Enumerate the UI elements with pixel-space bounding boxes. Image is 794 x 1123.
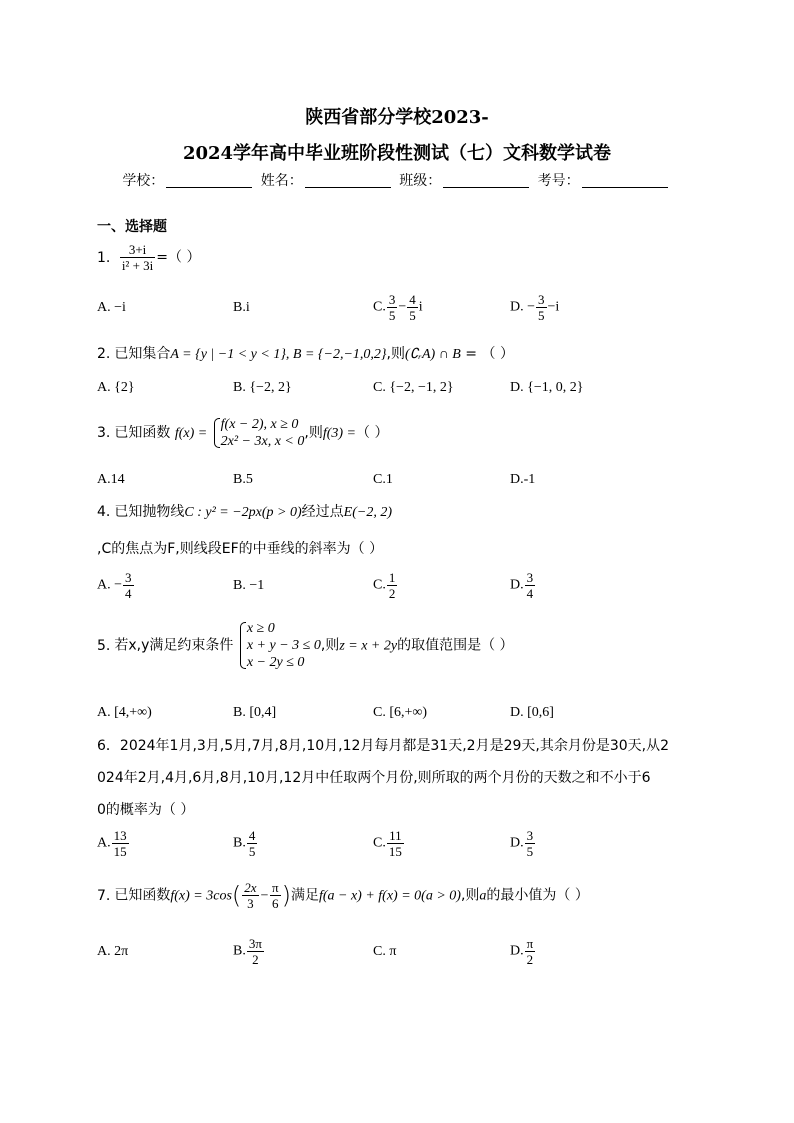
q5-option-c[interactable]: C. [6,+∞) bbox=[373, 705, 428, 720]
question-1 bbox=[97, 242, 200, 273]
question-7: 7. 已知函数f(x) = 3cos( $\frac{2x}{3}$ − $\frac{\pi}{6}$ )满足f(a − x) + f(x) = 0(a > 0),则a的最小值为（ ） bbox=[97, 880, 589, 911]
q4-option-c[interactable]: C. $\frac{1}{2}$ bbox=[373, 570, 396, 601]
q4-option-b[interactable]: B. −1 bbox=[233, 578, 265, 593]
question-2: 2. 已知集合A = {y | −1 < y < 1}, B = {−2,−1,0,2},则(∁ᵣA) ∩ B = （ ） bbox=[97, 346, 514, 362]
q7-option-d[interactable]: D. $\frac{\pi}{2}$ bbox=[510, 936, 534, 967]
q5-constraints: x ≥ 0 x + y − 3 ≤ 0 x − 2y ≤ 0 bbox=[238, 620, 321, 671]
exam-title-line2: 2024学年高中毕业班阶段性测试（七）文科数学试卷 bbox=[182, 143, 612, 164]
q1-option-c[interactable]: C. $\frac{3}{5}$ − $\frac{4}{5}$ i bbox=[373, 292, 423, 323]
q1-stem: =（ ） bbox=[156, 249, 201, 266]
q3-piecewise: f(x − 2), x ≥ 0 2x² − 3x, x < 0 bbox=[212, 416, 305, 450]
q1-option-a[interactable]: A. −i bbox=[97, 300, 126, 315]
q6-option-b[interactable]: B. $\frac{4}{5}$ bbox=[233, 828, 256, 859]
q4-option-a[interactable]: A. − $\frac{3}{4}$ bbox=[97, 570, 132, 601]
student-info-row bbox=[0, 170, 794, 190]
q1-option-d[interactable]: D. − $\frac{3}{5}$ −i bbox=[510, 292, 560, 323]
q5-option-d[interactable]: D. [0,6] bbox=[510, 705, 554, 720]
q7-option-a[interactable]: A. 2π bbox=[97, 944, 129, 959]
exam-number-label: 考号： bbox=[537, 173, 580, 189]
question-6: 6．2024年1月,3月,5月,7月,8月,10月,12月每月都是31天,2月是29天,其余月份是30天,从2 024年2月,4月,6月,8月,10月,12月中任取两个月份,则所取的两个月份的天数之和不小于6 0的概率为（ ） bbox=[97, 738, 670, 818]
q5-option-b[interactable]: B. [0,4] bbox=[233, 705, 277, 720]
q3-option-b[interactable]: B.5 bbox=[233, 472, 253, 487]
question-5: 5. 若x,y满足约束条件 x ≥ 0 x + y − 3 ≤ 0 x − 2y ≤ 0 ,则z = x + 2y的取值范围是（ ） bbox=[97, 621, 514, 670]
name-blank[interactable] bbox=[305, 173, 391, 188]
class-label: 班级： bbox=[399, 173, 442, 189]
q2-option-c[interactable]: C. {−2, −1, 2} bbox=[373, 380, 454, 395]
q3-option-a[interactable]: A.14 bbox=[97, 472, 125, 487]
q2-option-b[interactable]: B. {−2, 2} bbox=[233, 380, 292, 395]
school-blank[interactable] bbox=[166, 173, 252, 188]
exam-number-blank[interactable] bbox=[582, 173, 668, 188]
question-3: 3. 已知函数 f(x) = f(x − 2), x ≥ 0 2x² − 3x, x < 0 ,则f(3) =（ ） bbox=[97, 417, 389, 449]
exam-title-line1: 陕西省部分学校2023- bbox=[305, 107, 489, 128]
q7-option-c[interactable]: C. π bbox=[373, 944, 397, 959]
question-4-line2: ,C的焦点为F,则线段EF的中垂线的斜率为（ ） bbox=[97, 541, 384, 557]
q6-option-d[interactable]: D. $\frac{3}{5}$ bbox=[510, 828, 534, 859]
q1-fraction: $\frac{3+i}{\text{i² + 3i}}$ bbox=[121, 242, 154, 273]
q7-option-b[interactable]: B. $\frac{3\pi}{2}$ bbox=[233, 936, 262, 967]
q6-option-c[interactable]: C. $\frac{11}{15}$ bbox=[373, 828, 402, 859]
q3-option-c[interactable]: C.1 bbox=[373, 472, 393, 487]
q2-option-d[interactable]: D. {−1, 0, 2} bbox=[510, 380, 584, 395]
q1-option-b[interactable]: B.i bbox=[233, 300, 250, 315]
section-title: 一、选择题 bbox=[97, 219, 167, 235]
q3-option-d[interactable]: D.-1 bbox=[510, 472, 536, 487]
q4-option-d[interactable]: D. $\frac{3}{4}$ bbox=[510, 570, 534, 601]
question-number: 1. bbox=[97, 249, 111, 266]
question-4: 4. 已知抛物线C : y² = −2px(p > 0)经过点E(−2, 2) bbox=[97, 504, 392, 520]
q5-option-a[interactable]: A. [4,+∞) bbox=[97, 705, 152, 720]
class-blank[interactable] bbox=[443, 173, 529, 188]
school-label: 学校： bbox=[122, 173, 165, 189]
q2-option-a[interactable]: A. {2} bbox=[97, 380, 135, 395]
q6-option-a[interactable]: A. $\frac{13}{15}$ bbox=[97, 828, 127, 859]
name-label: 姓名： bbox=[260, 173, 303, 189]
